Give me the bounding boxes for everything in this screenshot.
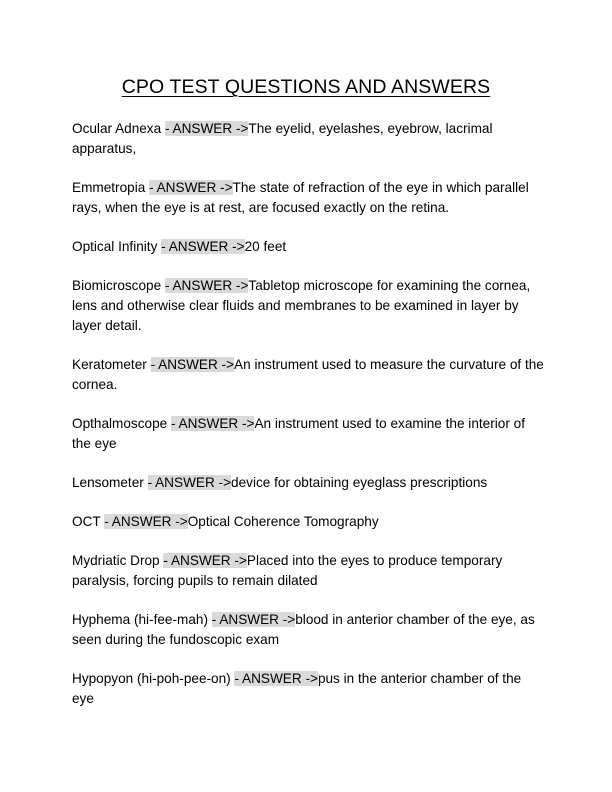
- qa-term: OCT: [72, 514, 105, 529]
- qa-item: [72, 512, 544, 532]
- qa-term: Hyphema (hi-fee-mah): [72, 612, 212, 627]
- answer-marker: - ANSWER ->: [171, 416, 255, 431]
- qa-answer: An instrument used to measure the curvature of the cornea.: [72, 357, 544, 392]
- qa-term: Biomicroscope: [72, 278, 165, 293]
- answer-marker: - ANSWER ->: [104, 514, 188, 529]
- qa-answer: pus in the anterior chamber of the eye: [72, 671, 522, 706]
- qa-term: Lensometer: [72, 475, 148, 490]
- answer-marker: - ANSWER ->: [234, 671, 318, 686]
- qa-term: Optical Infinity: [72, 239, 162, 254]
- qa-item: [72, 669, 544, 709]
- qa-answer: blood in anterior chamber of the eye, as seen during the fundoscopic exam: [72, 612, 535, 647]
- qa-item: [72, 473, 544, 493]
- qa-item: [72, 276, 544, 336]
- qa-term: Mydriatic Drop: [72, 553, 164, 568]
- qa-item: [72, 119, 544, 159]
- qa-answer: Tabletop microscope for examining the cornea, lens and otherwise clear fluids and membranes to be examined in layer by layer detail.: [72, 278, 531, 333]
- qa-answer: Placed into the eyes to produce temporary paralysis, forcing pupils to remain dilated: [72, 553, 503, 588]
- answer-marker: - ANSWER ->: [211, 612, 296, 627]
- qa-term: Ocular Adnexa: [72, 121, 165, 136]
- answer-marker: - ANSWER ->: [164, 278, 249, 293]
- answer-marker: - ANSWER ->: [163, 553, 247, 568]
- qa-list: [72, 119, 544, 728]
- qa-term: Keratometer: [72, 357, 151, 372]
- qa-answer: device for obtaining eyeglass prescriptions: [231, 475, 488, 490]
- answer-marker: - ANSWER ->: [161, 239, 245, 254]
- qa-answer: The state of refraction of the eye in which parallel rays, when the eye is at rest, are focused exactly on the retina.: [72, 180, 529, 215]
- answer-marker: - ANSWER ->: [150, 357, 235, 372]
- qa-term: Emmetropia: [72, 180, 150, 195]
- answer-marker: - ANSWER ->: [147, 475, 232, 490]
- qa-item: [72, 610, 544, 650]
- answer-marker: - ANSWER ->: [149, 180, 233, 195]
- qa-item: [72, 355, 544, 395]
- qa-answer: The eyelid, eyelashes, eyebrow, lacrimal apparatus,: [72, 121, 493, 156]
- qa-answer: 20 feet: [244, 239, 287, 254]
- qa-term: Opthalmoscope: [72, 416, 171, 431]
- answer-marker: - ANSWER ->: [164, 121, 249, 136]
- qa-item: [72, 551, 544, 591]
- qa-item: [72, 414, 544, 454]
- page-title: CPO TEST QUESTIONS AND ANSWERS: [121, 76, 491, 98]
- qa-item: [72, 237, 544, 257]
- qa-item: [72, 178, 544, 218]
- qa-answer: Optical Coherence Tomography: [187, 514, 379, 529]
- qa-answer: An instrument used to examine the interior of the eye: [72, 416, 525, 451]
- qa-term: Hypopyon (hi-poh-pee-on): [72, 671, 235, 686]
